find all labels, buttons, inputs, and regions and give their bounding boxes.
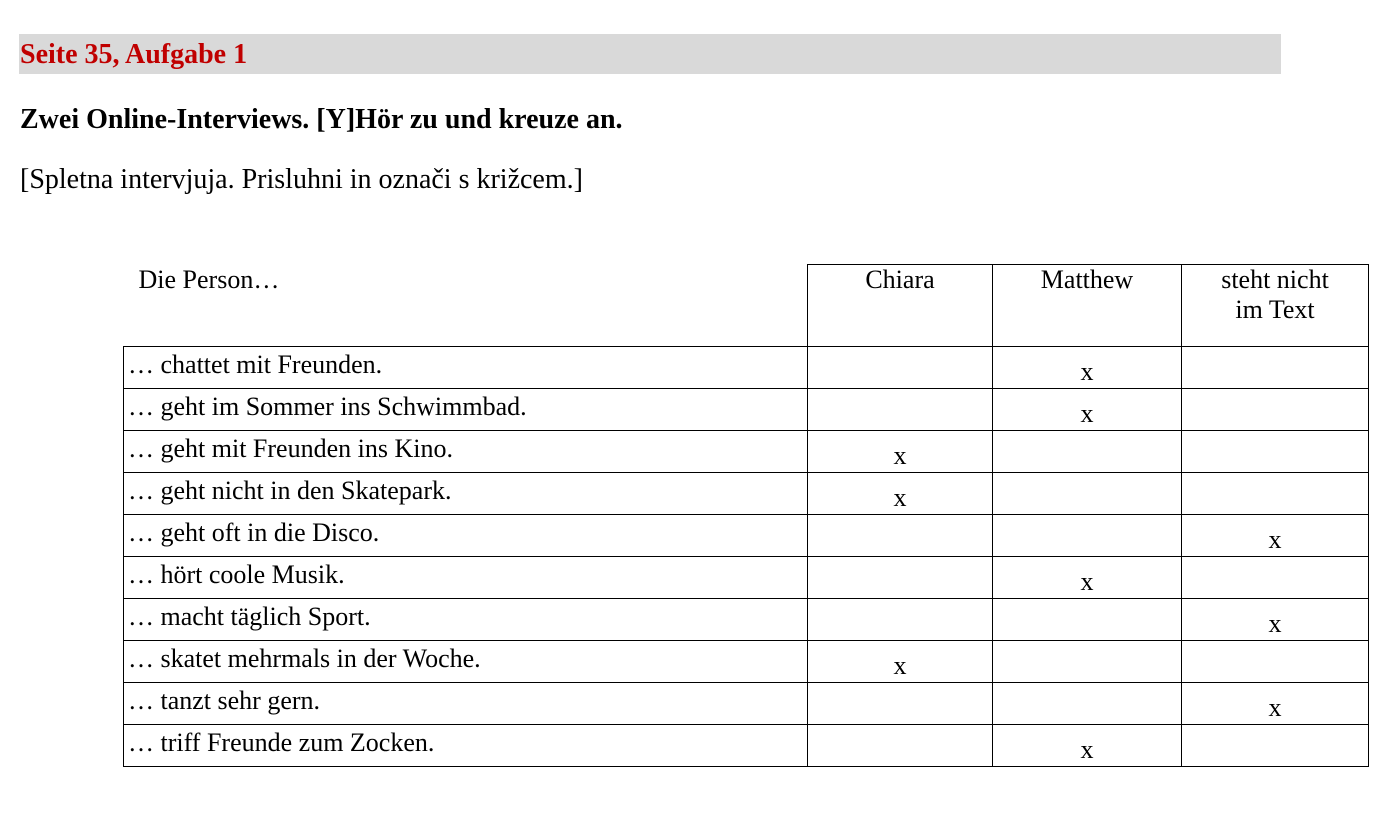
not-in-text-column-header [1182, 265, 1369, 347]
table-row [124, 725, 1369, 767]
not-in-text-mark-cell [1182, 473, 1369, 515]
task-title: Zwei Online-Interviews. [Y]Hör zu und kreuze an. [20, 104, 623, 135]
chiara-mark-cell [808, 557, 993, 599]
table-row [124, 683, 1369, 725]
not-in-text-mark-cell [1182, 641, 1369, 683]
not-in-text-mark-cell [1182, 431, 1369, 473]
chiara-mark-cell [808, 725, 993, 767]
matthew-mark-cell: x [993, 347, 1182, 389]
chiara-mark-cell [808, 347, 993, 389]
statement-cell: … geht nicht in den Skatepark. [124, 473, 808, 515]
chiara-mark-cell [808, 599, 993, 641]
matthew-mark-cell: x [993, 725, 1182, 767]
table-row [124, 557, 1369, 599]
statement-cell: … triff Freunde zum Zocken. [124, 725, 808, 767]
statement-cell: … tanzt sehr gern. [124, 683, 808, 725]
task-translation: [Spletna intervjuja. Prisluhni in označi s križcem.] [20, 164, 583, 195]
not-in-text-header-line1: steht nicht [1221, 265, 1329, 294]
not-in-text-mark-cell: x [1182, 515, 1369, 557]
chiara-column-header: Chiara [808, 265, 993, 347]
table-row [124, 347, 1369, 389]
statement-cell: … geht im Sommer ins Schwimmbad. [124, 389, 808, 431]
not-in-text-header-line2: im Text [1235, 295, 1315, 324]
not-in-text-mark-cell [1182, 557, 1369, 599]
chiara-mark-cell: x [808, 473, 993, 515]
section-title: Seite 35, Aufgabe 1 [20, 39, 248, 70]
table-header-row [124, 265, 1369, 347]
table-row [124, 473, 1369, 515]
matthew-mark-cell: x [993, 557, 1182, 599]
table-row [124, 389, 1369, 431]
not-in-text-mark-cell [1182, 389, 1369, 431]
answer-table [123, 264, 1369, 767]
statement-cell: … geht mit Freunden ins Kino. [124, 431, 808, 473]
statement-cell: … skatet mehrmals in der Woche. [124, 641, 808, 683]
matthew-mark-cell [993, 599, 1182, 641]
table-row [124, 641, 1369, 683]
not-in-text-mark-cell [1182, 347, 1369, 389]
statement-cell: … chattet mit Freunden. [124, 347, 808, 389]
person-column-header: Die Person… [138, 264, 280, 294]
matthew-mark-cell [993, 473, 1182, 515]
matthew-mark-cell [993, 683, 1182, 725]
not-in-text-mark-cell [1182, 725, 1369, 767]
table-row [124, 515, 1369, 557]
matthew-column-header: Matthew [993, 265, 1182, 347]
chiara-mark-cell [808, 683, 993, 725]
matthew-mark-cell [993, 431, 1182, 473]
chiara-mark-cell [808, 515, 993, 557]
chiara-mark-cell [808, 389, 993, 431]
not-in-text-mark-cell: x [1182, 683, 1369, 725]
table-row [124, 431, 1369, 473]
chiara-mark-cell: x [808, 431, 993, 473]
statement-cell: … hört coole Musik. [124, 557, 808, 599]
statement-cell: … macht täglich Sport. [124, 599, 808, 641]
statement-cell: … geht oft in die Disco. [124, 515, 808, 557]
table-row [124, 599, 1369, 641]
matthew-mark-cell [993, 515, 1182, 557]
matthew-mark-cell: x [993, 389, 1182, 431]
matthew-mark-cell [993, 641, 1182, 683]
not-in-text-mark-cell: x [1182, 599, 1369, 641]
chiara-mark-cell: x [808, 641, 993, 683]
